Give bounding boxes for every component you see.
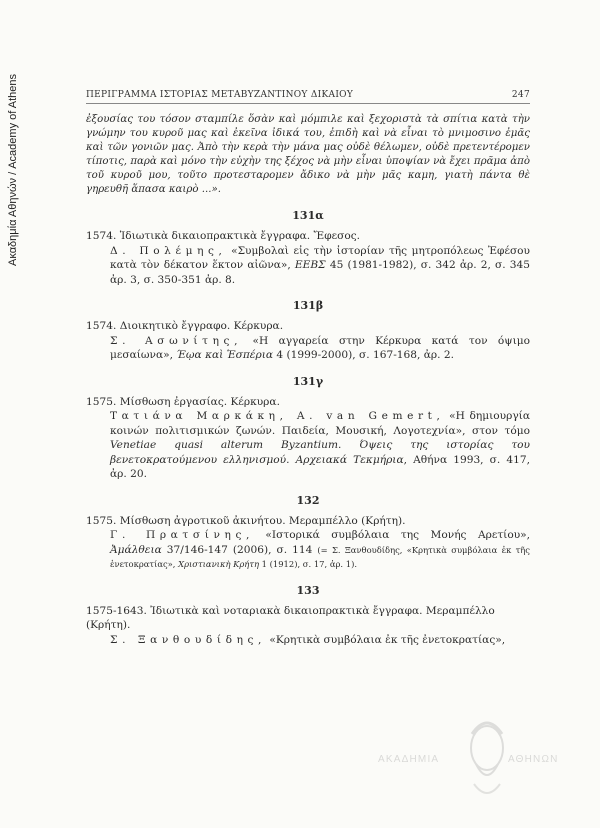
section-number-132: 132 bbox=[296, 493, 320, 507]
watermark-text-right: ΑΘΗΝΩΝ bbox=[508, 754, 559, 765]
entry-heading: 1574. Ἰδιωτικὰ δικαιοπρακτικὰ ἔγγραφα. Ἔφεσος. bbox=[86, 230, 361, 242]
entry-heading: 1575-1643. Ἰδιωτικὰ καὶ νοταριακὰ δικαιοπρακτικὰ ἔγγραφα. Μεραμπέλλο (Κρήτη). bbox=[86, 604, 495, 631]
entry-ref-text: «Συμβολαὶ εἰς τὴν ἱστορίαν τῆς μητροπόλεως Ἐφέσου κατὰ τὸν δέκατον ἕκτον αἰῶνα», bbox=[110, 244, 530, 271]
entry-note-tail: 1 (1912), σ. 17, ἀρ. 1). bbox=[258, 559, 357, 569]
entry-author: Σ. Ξανθουδίδης, bbox=[110, 633, 267, 646]
entry-journal: ΕΕΒΣ bbox=[294, 259, 326, 271]
watermark-text-left: ΑΚΑΔΗΜΙΑ bbox=[378, 754, 440, 765]
entry-ref-text: «Η δημιουργία κοινών πολιτισμικών ζωνών. Παιδεία, Μουσική, Λογοτεχνία», στον τόμο bbox=[110, 410, 530, 437]
entry-ref-text: «Κρητικὰ συμβόλαια ἐκ τῆς ἐνετοκρατίας», bbox=[266, 633, 506, 646]
entry-heading: 1575. Μίσθωση ἐργασίας. Κέρκυρα. bbox=[86, 395, 280, 408]
entry-133 bbox=[86, 604, 530, 648]
entry-ref-tail: 45 (1981-1982), σ. 342 ἀρ. 2, σ. 345 ἀρ. 3, σ. 350-351 ἀρ. 8. bbox=[110, 259, 530, 286]
section-number-131a: 131α bbox=[292, 209, 324, 222]
section-number-133: 133 bbox=[296, 583, 320, 597]
entry-heading: 1574. Διοικητικὸ ἔγγραφο. Κέρκυρα. bbox=[86, 320, 284, 332]
entry-reference bbox=[86, 244, 530, 288]
entry-note-journal: Χριστιανικὴ Κρήτη bbox=[178, 559, 259, 569]
entry-131c bbox=[86, 395, 530, 482]
archive-side-label bbox=[2, 40, 24, 300]
entry-volume: Venetiae quasi alterum Byzantium. Όψεις της ιστορίας του βενετοκρατούμενου ελληνισμού. Αρχειακά Τεκμήρια bbox=[110, 439, 530, 466]
entry-131b bbox=[86, 319, 530, 363]
entry-reference bbox=[86, 334, 530, 363]
entry-coauthor: A. van Gemert, bbox=[287, 410, 445, 422]
entry-note: (= Σ. Ξανθουδίδης, «Κρητικὰ συμβόλαια ἐκ τῆς ἐνετοκρατίας», bbox=[110, 544, 530, 569]
entry-131a bbox=[86, 229, 530, 287]
entry-ref-tail: 37/146-147 (2006), σ. 114 bbox=[161, 543, 318, 556]
archive-side-label-text: Ακαδημία Αθηνών / Academy of Athens bbox=[7, 73, 19, 267]
entry-reference bbox=[86, 528, 530, 572]
entry-ref-text: «Η αγγαρεία στην Κέρκυρα κατά τον όψιμο μεσαίωνα», bbox=[110, 334, 530, 361]
entry-author: Γ. Πρατσίνης, bbox=[110, 529, 254, 541]
entry-ref-text: «Ιστορικά συμβόλαια της Μονής Αρετίου», bbox=[253, 529, 530, 541]
section-number-131c: 131γ bbox=[292, 374, 324, 388]
running-header bbox=[86, 90, 530, 104]
entry-reference bbox=[86, 633, 530, 648]
quoted-passage: ἐξουσίας του τόσον σταμπίλε ὅσὰν καὶ μόμπιλε καὶ ξεχοριστὰ τὰ σπίτια κατὰ τὴν γνώμην του κυροῦ μας καὶ ἐκεῖνα ἰδικά του, ἐπιδὴ καὶ νὰ εἶναι τὸ μνιμοσινο ἐμᾶς καὶ τῶν γονιῶν μας. Ἀπὸ τὴν κερὰ τὴν μάνα μας οὐδὲ θέλωμεν, οὐδὲ πρετεντέρομεν τίποτις, παρὰ καὶ μόνο τὴν εὐχὴν της ξέχος νὰ μὴν εἶναι ὑποψίαν νὰ ἔχει πρᾶμα ἀπὸ τοῦ κυροῦ μου, τοῦτο προτεσταρομεν ἄδικο νὰ μὴν μᾶς καμη, γιατὴ πάντα θὲ γηρευθῆ ἅπασα καιρὸ ...». bbox=[86, 114, 530, 195]
running-header-title: ΠΕΡΙΓΡΑΜΜΑ ΙΣΤΟΡΙΑΣ ΜΕΤΑΒΥΖΑΝΤΙΝΟΥ ΔΙΚΑΙΟΥ bbox=[86, 90, 354, 100]
entry-reference bbox=[86, 409, 530, 482]
entry-ref-tail: , Αθήνα 1993, σ. 417, ἀρ. 20. bbox=[110, 453, 530, 480]
entry-heading: 1575. Μίσθωση ἀγροτικοῦ ἀκινήτου. Μεραμπέλλο (Κρήτη). bbox=[86, 514, 406, 527]
entry-ref-tail: 4 (1999-2000), σ. 167-168, ἀρ. 2. bbox=[273, 349, 454, 361]
entry-author: Τατιάνα Μαρκάκη, bbox=[110, 410, 288, 422]
page-number: 247 bbox=[511, 90, 530, 100]
section-number-131b: 131β bbox=[292, 299, 324, 312]
entry-132 bbox=[86, 514, 530, 572]
athena-head-icon bbox=[464, 714, 510, 804]
document-page bbox=[86, 90, 530, 647]
entry-journal: Ἀμάλθεια bbox=[110, 543, 162, 556]
entry-journal: Έῳα καὶ Ἑσπέρια bbox=[176, 349, 274, 361]
academy-watermark bbox=[378, 712, 574, 812]
entry-author: Σ. Ασωνίτης, bbox=[110, 334, 243, 347]
entry-author: Δ. Πολέμης, bbox=[110, 244, 227, 257]
